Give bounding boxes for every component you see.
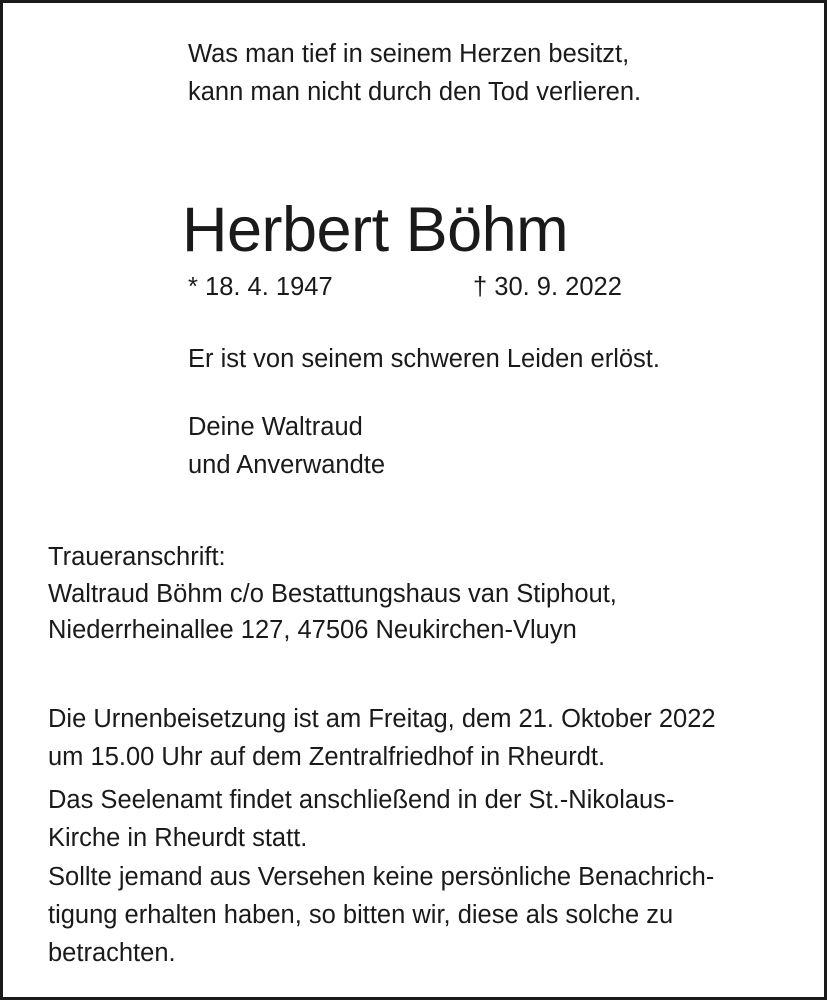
- burial-notice-line: Die Urnenbeisetzung ist am Freitag, dem 21. Oktober 2022: [48, 705, 716, 733]
- quote-line: Was man tief in seinem Herzen besitzt,: [188, 40, 630, 68]
- death-date: † 30. 9. 2022: [473, 273, 622, 301]
- birth-date: * 18. 4. 1947: [188, 273, 333, 301]
- mourning-address-label: Traueranschrift:: [48, 543, 226, 571]
- relief-statement: Er ist von seinem schweren Leiden erlöst.: [188, 345, 660, 373]
- apology-notice-line: Sollte jemand aus Versehen keine persönliche Benachrich-: [48, 863, 715, 891]
- apology-notice-line: betrachten.: [48, 939, 176, 967]
- signoff-line: und Anverwandte: [188, 451, 386, 479]
- requiem-notice-line: Das Seelenamt findet anschließend in der St.-Nikolaus-: [48, 786, 675, 814]
- requiem-notice-line: Kirche in Rheurdt statt.: [48, 824, 308, 852]
- signoff-line: Deine Waltraud: [188, 413, 363, 441]
- memorial-quote: [188, 35, 641, 111]
- burial-notice: [48, 700, 716, 776]
- requiem-notice: [48, 781, 674, 857]
- mourning-address-line: Niederrheinallee 127, 47506 Neukirchen-Vluyn: [48, 616, 577, 644]
- deceased-name: Herbert Böhm: [182, 195, 569, 265]
- apology-notice-line: tigung erhalten haben, so bitten wir, diese als solche zu: [48, 901, 674, 929]
- burial-notice-line: um 15.00 Uhr auf dem Zentralfriedhof in Rheurdt.: [48, 743, 606, 771]
- mourners-signoff: [188, 408, 385, 484]
- quote-line: kann man nicht durch den Tod verlieren.: [188, 78, 642, 106]
- mourning-address-line: Waltraud Böhm c/o Bestattungshaus van Stiphout,: [48, 580, 617, 608]
- apology-notice: [48, 858, 714, 972]
